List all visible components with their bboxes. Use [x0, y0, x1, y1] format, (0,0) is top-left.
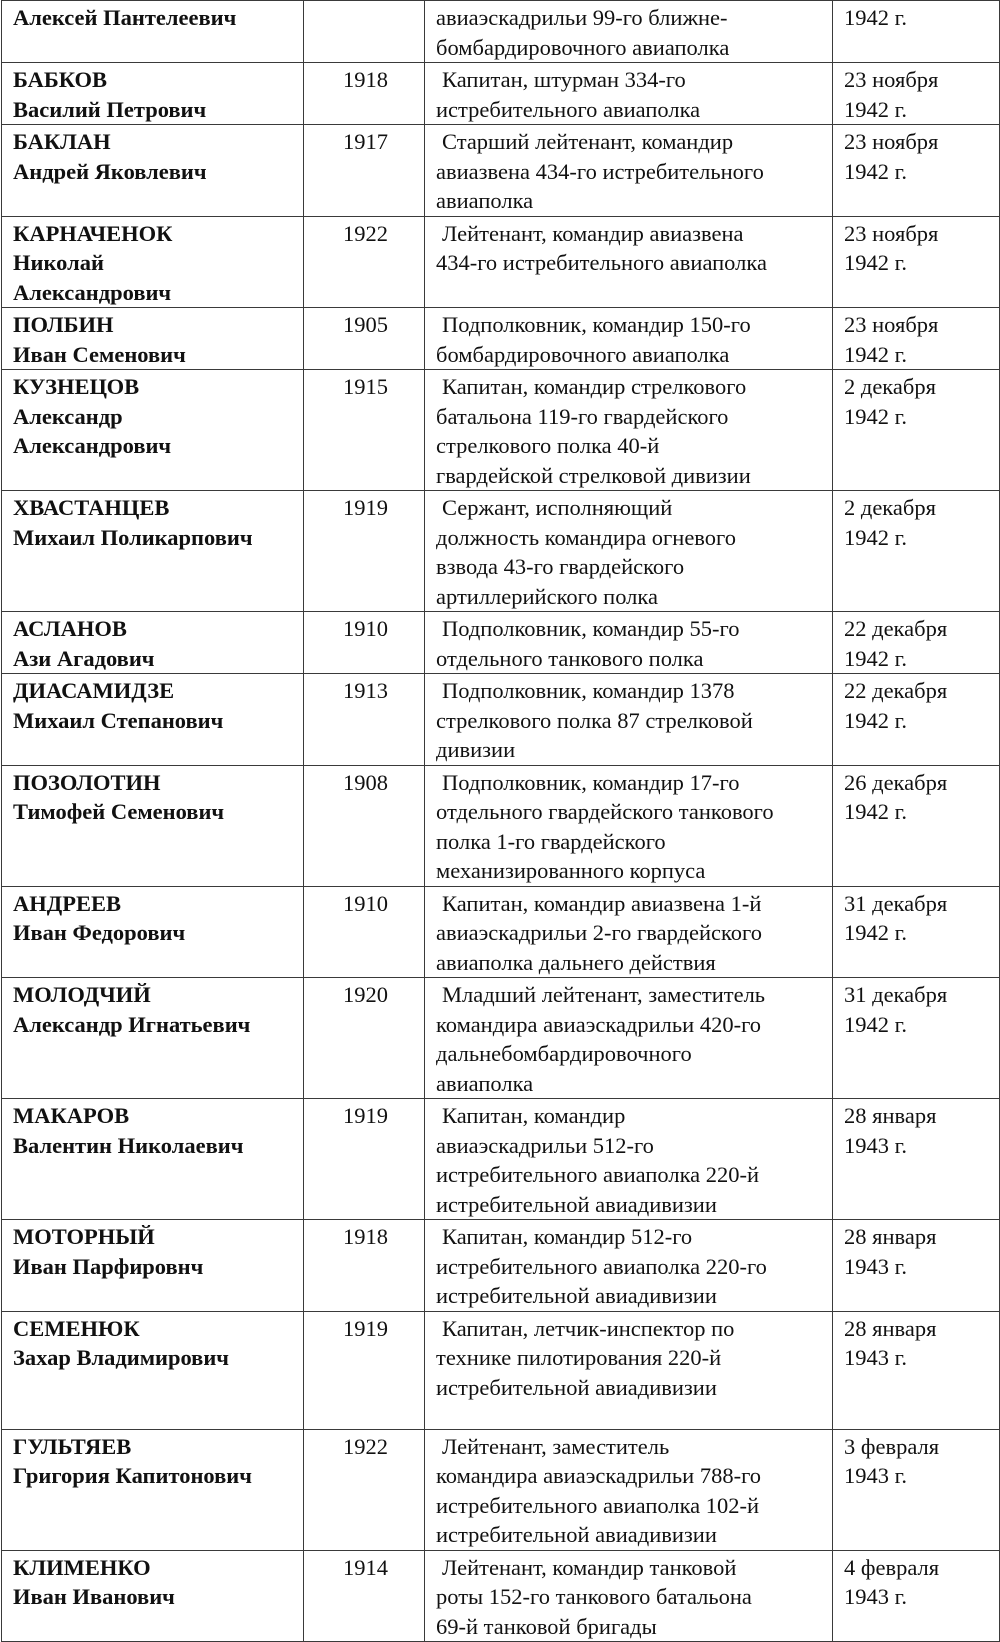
- rank-unit: [425, 765, 833, 886]
- award-date-line: 1943 г.: [844, 1584, 907, 1609]
- rank-unit-line: командира авиаэскадрильи 420-го: [436, 1011, 761, 1037]
- person-name: [2, 1429, 304, 1550]
- award-date-line: 3 февраля: [844, 1433, 940, 1459]
- rank-unit-line: Капитан, командир авиазвена 1-й: [442, 890, 762, 916]
- table-row: [2, 370, 1000, 491]
- birth-year: 1918: [304, 1220, 425, 1312]
- award-date-line: 28 января: [844, 1103, 937, 1128]
- rank-unit-line: авиаполка дальнего действия: [436, 949, 716, 975]
- rank-unit-line: авиаэскадрильи 2-го гвардейского: [436, 920, 762, 945]
- award-date: [833, 308, 1000, 370]
- rank-unit-line: 434-го истребительного авиаполка: [436, 250, 767, 275]
- birth-year: 1922: [304, 216, 425, 308]
- table-row: [2, 1220, 1000, 1312]
- rank-unit: [425, 1220, 833, 1312]
- award-date-line: 31 декабря: [844, 982, 948, 1007]
- person-name-line: МОЛОДЧИЙ: [13, 982, 151, 1007]
- rank-unit-line: истребительного авиаполка: [436, 96, 701, 122]
- award-date: [833, 370, 1000, 491]
- person-name: [2, 978, 304, 1099]
- rank-unit: [425, 308, 833, 370]
- table-row: [2, 216, 1000, 308]
- rank-unit-line: Подполковник, командир 150-го: [442, 312, 751, 337]
- rank-unit-line: артиллерийского полка: [436, 583, 658, 609]
- rank-unit-line: роты 152-го танкового батальона: [436, 1584, 752, 1609]
- award-date-line: 23 ноября: [844, 312, 939, 337]
- rank-unit-line: истребительной авиадивизии: [436, 1283, 717, 1308]
- award-date-line: 1942 г.: [844, 96, 907, 122]
- rank-unit-line: истребительного авиаполка 102-й: [436, 1492, 760, 1518]
- table-row: [2, 674, 1000, 766]
- awards-table: [1, 0, 1000, 1642]
- person-name-line: КУЗНЕЦОВ: [13, 374, 140, 399]
- rank-unit-line: истребительной авиадивизии: [436, 1374, 717, 1400]
- person-name-line: Михаил Поликарпович: [13, 524, 253, 550]
- rank-unit-line: бомбардировочного авиаполка: [436, 34, 730, 60]
- person-name-line: БАКЛАН: [13, 129, 111, 154]
- table-row: [2, 1, 1000, 63]
- person-name-line: МАКАРОВ: [13, 1103, 130, 1128]
- birth-year: 1922: [304, 1429, 425, 1550]
- rank-unit-line: истребительного авиаполка 220-го: [436, 1253, 767, 1279]
- rank-unit-line: гвардейской стрелковой дивизии: [436, 462, 751, 488]
- person-name: [2, 674, 304, 766]
- rank-unit-line: Подполковник, командир 17-го: [442, 769, 740, 795]
- birth-year: [304, 1, 425, 63]
- person-name-line: МОТОРНЫЙ: [13, 1224, 155, 1249]
- rank-unit-line: взвода 43-го гвардейского: [436, 554, 685, 579]
- person-name-line: Ази Агадович: [13, 645, 155, 671]
- rank-unit: [425, 125, 833, 217]
- person-name-line: Василий Петрович: [13, 96, 207, 122]
- birth-year: 1910: [304, 886, 425, 978]
- rank-unit-line: батальона 119-го гвардейского: [436, 403, 729, 429]
- rank-unit-line: отдельного танкового полка: [436, 645, 704, 671]
- rank-unit-line: авиаэскадрильи 512-го: [436, 1132, 654, 1158]
- person-name-line: Захар Владимирович: [13, 1345, 229, 1370]
- award-date-line: 23 ноября: [844, 220, 939, 246]
- award-date: [833, 1311, 1000, 1429]
- person-name-line: Николай: [13, 250, 104, 275]
- rank-unit-line: командира авиаэскадрильи 788-го: [436, 1463, 761, 1488]
- person-name-line: КЛИМЕНКО: [13, 1554, 151, 1580]
- person-name-line: ДИАСАМИДЗЕ: [13, 678, 175, 703]
- birth-year: 1918: [304, 63, 425, 125]
- award-date-line: 22 декабря: [844, 678, 948, 703]
- person-name-line: Тимофей Семенович: [13, 799, 225, 824]
- rank-unit: [425, 63, 833, 125]
- award-date-line: 22 декабря: [844, 616, 948, 641]
- person-name: [2, 1220, 304, 1312]
- person-name-line: Александрович: [13, 279, 172, 305]
- rank-unit-line: Капитан, командир стрелкового: [442, 374, 747, 399]
- award-date-line: 1943 г.: [844, 1345, 907, 1370]
- rank-unit-line: Подполковник, командир 55-го: [442, 616, 740, 641]
- person-name: [2, 886, 304, 978]
- person-name-line: Андрей Яковлевич: [13, 158, 207, 184]
- award-date-line: 31 декабря: [844, 890, 948, 916]
- birth-year: 1919: [304, 1311, 425, 1429]
- rank-unit: [425, 216, 833, 308]
- table-row: [2, 1429, 1000, 1550]
- rank-unit-line: Капитан, штурман 334-го: [442, 67, 686, 92]
- award-date: [833, 765, 1000, 886]
- table-row: [2, 1099, 1000, 1220]
- award-date: [833, 216, 1000, 308]
- rank-unit-line: механизированного корпуса: [436, 858, 706, 883]
- birth-year: 1905: [304, 308, 425, 370]
- person-name: [2, 308, 304, 370]
- rank-unit-line: технике пилотирования 220-й: [436, 1345, 722, 1370]
- award-date: [833, 886, 1000, 978]
- award-date: [833, 1429, 1000, 1550]
- person-name: [2, 612, 304, 674]
- table-row: [2, 765, 1000, 886]
- table-body: [2, 1, 1000, 1642]
- rank-unit: [425, 1311, 833, 1429]
- rank-unit-line: стрелкового полка 40-й: [436, 433, 660, 458]
- rank-unit-line: истребительной авиадивизии: [436, 1522, 717, 1547]
- birth-year: 1910: [304, 612, 425, 674]
- rank-unit: [425, 978, 833, 1099]
- rank-unit: [425, 370, 833, 491]
- person-name-line: ПОЛБИН: [13, 312, 114, 337]
- person-name: [2, 1550, 304, 1642]
- rank-unit-line: истребительной авиадивизии: [436, 1191, 717, 1217]
- rank-unit-line: должность командира огневого: [436, 524, 736, 550]
- rank-unit: [425, 886, 833, 978]
- birth-year: 1913: [304, 674, 425, 766]
- rank-unit-line: авиазвена 434-го истребительного: [436, 158, 764, 184]
- rank-unit-line: 69-й танковой бригады: [436, 1613, 657, 1639]
- table-row: [2, 612, 1000, 674]
- person-name-line: Иван Парфировнч: [13, 1253, 204, 1279]
- table-row: [2, 1311, 1000, 1429]
- person-name: [2, 1311, 304, 1429]
- award-date-line: 1942 г.: [844, 799, 907, 824]
- award-date-line: 1942 г.: [844, 158, 907, 184]
- person-name: [2, 370, 304, 491]
- person-name: [2, 1, 304, 63]
- table-row: [2, 63, 1000, 125]
- award-date-line: 1943 г.: [844, 1253, 907, 1279]
- person-name-line: Алексей Пантелеевич: [13, 5, 237, 30]
- table-row: [2, 125, 1000, 217]
- rank-unit-line: Лейтенант, командир авиазвена: [442, 220, 744, 246]
- table-row: [2, 978, 1000, 1099]
- person-name-line: Иван Федорович: [13, 920, 186, 945]
- rank-unit: [425, 1, 833, 63]
- award-date-line: 1942 г.: [844, 1011, 907, 1037]
- award-date-line: 26 декабря: [844, 769, 948, 795]
- award-date: [833, 1220, 1000, 1312]
- rank-unit-line: бомбардировочного авиаполка: [436, 341, 730, 367]
- table-row: [2, 491, 1000, 612]
- award-date-line: 23 ноября: [844, 129, 939, 154]
- birth-year: 1914: [304, 1550, 425, 1642]
- award-date: [833, 125, 1000, 217]
- award-date-line: 1942 г.: [844, 403, 907, 429]
- rank-unit-line: авиаполка: [436, 188, 534, 213]
- person-name-line: Валентин Николаевич: [13, 1132, 244, 1158]
- person-name-line: Александр Игнатьевич: [13, 1011, 251, 1037]
- person-name-line: Григория Капитонович: [13, 1463, 252, 1488]
- person-name-line: АСЛАНОВ: [13, 616, 127, 641]
- rank-unit-line: дивизии: [436, 737, 516, 762]
- person-name: [2, 125, 304, 217]
- table-row: [2, 308, 1000, 370]
- award-date-line: 23 ноября: [844, 67, 939, 92]
- person-name: [2, 1099, 304, 1220]
- birth-year: 1919: [304, 491, 425, 612]
- award-date: [833, 1550, 1000, 1642]
- rank-unit-line: авиаэскадрильи 99-го ближне-: [436, 5, 728, 30]
- award-date-line: 2 декабря: [844, 495, 936, 520]
- award-date-line: 1942 г.: [844, 250, 907, 275]
- birth-year: 1908: [304, 765, 425, 886]
- rank-unit-line: истребительного авиаполка 220-й: [436, 1162, 760, 1187]
- birth-year: 1919: [304, 1099, 425, 1220]
- award-date-line: 28 января: [844, 1315, 937, 1341]
- rank-unit-line: Капитан, летчик-инспектор по: [442, 1315, 735, 1341]
- person-name-line: Иван Иванович: [13, 1584, 175, 1609]
- birth-year: 1917: [304, 125, 425, 217]
- rank-unit-line: отдельного гвардейского танкового: [436, 799, 774, 824]
- rank-unit-line: Лейтенант, командир танковой: [442, 1554, 737, 1580]
- rank-unit-line: полка 1-го гвардейского: [436, 828, 666, 854]
- award-date-line: 1943 г.: [844, 1463, 907, 1488]
- rank-unit: [425, 1099, 833, 1220]
- person-name: [2, 491, 304, 612]
- award-date-line: 1943 г.: [844, 1132, 907, 1158]
- rank-unit: [425, 674, 833, 766]
- rank-unit-line: Старший лейтенант, командир: [442, 129, 734, 154]
- award-date: [833, 674, 1000, 766]
- award-date-line: 4 февраля: [844, 1554, 940, 1580]
- award-date: [833, 1099, 1000, 1220]
- person-name-line: АНДРЕЕВ: [13, 890, 121, 916]
- person-name-line: ПОЗОЛОТИН: [13, 769, 161, 795]
- award-date-line: 1942 г.: [844, 5, 907, 30]
- award-date: [833, 491, 1000, 612]
- rank-unit: [425, 491, 833, 612]
- rank-unit: [425, 1429, 833, 1550]
- rank-unit-line: дальнебомбардировочного: [436, 1041, 692, 1066]
- person-name-line: Александрович: [13, 433, 172, 458]
- award-date: [833, 612, 1000, 674]
- award-date-line: 1942 г.: [844, 707, 907, 733]
- rank-unit: [425, 612, 833, 674]
- rank-unit: [425, 1550, 833, 1642]
- person-name-line: Иван Семенович: [13, 341, 186, 367]
- person-name: [2, 765, 304, 886]
- birth-year: 1920: [304, 978, 425, 1099]
- rank-unit-line: Капитан, командир: [442, 1103, 626, 1128]
- rank-unit-line: авиаполка: [436, 1070, 534, 1096]
- person-name-line: КАРНАЧЕНОК: [13, 220, 173, 246]
- birth-year: 1915: [304, 370, 425, 491]
- award-date: [833, 978, 1000, 1099]
- award-date-line: 28 января: [844, 1224, 937, 1249]
- rank-unit-line: Лейтенант, заместитель: [442, 1433, 670, 1459]
- award-date-line: 1942 г.: [844, 920, 907, 945]
- rank-unit-line: стрелкового полка 87 стрелковой: [436, 707, 753, 733]
- award-date: [833, 63, 1000, 125]
- person-name-line: СЕМЕНЮК: [13, 1315, 140, 1341]
- rank-unit-line: Сержант, исполняющий: [442, 495, 673, 520]
- award-date-line: 1942 г.: [844, 524, 907, 550]
- rank-unit-line: Младший лейтенант, заместитель: [442, 982, 766, 1007]
- table-row: [2, 886, 1000, 978]
- person-name-line: ГУЛЬТЯЕВ: [13, 1433, 132, 1459]
- person-name-line: ХВАСТАНЦЕВ: [13, 495, 170, 520]
- award-date-line: 2 декабря: [844, 374, 936, 399]
- person-name-line: Александр: [13, 403, 123, 429]
- rank-unit-line: Подполковник, командир 1378: [442, 678, 735, 703]
- person-name-line: БАБКОВ: [13, 67, 107, 92]
- award-date: [833, 1, 1000, 63]
- rank-unit-line: Капитан, командир 512-го: [442, 1224, 693, 1249]
- person-name: [2, 63, 304, 125]
- award-date-line: 1942 г.: [844, 341, 907, 367]
- table-row: [2, 1550, 1000, 1642]
- award-date-line: 1942 г.: [844, 645, 907, 671]
- person-name: [2, 216, 304, 308]
- person-name-line: Михаил Степанович: [13, 707, 224, 733]
